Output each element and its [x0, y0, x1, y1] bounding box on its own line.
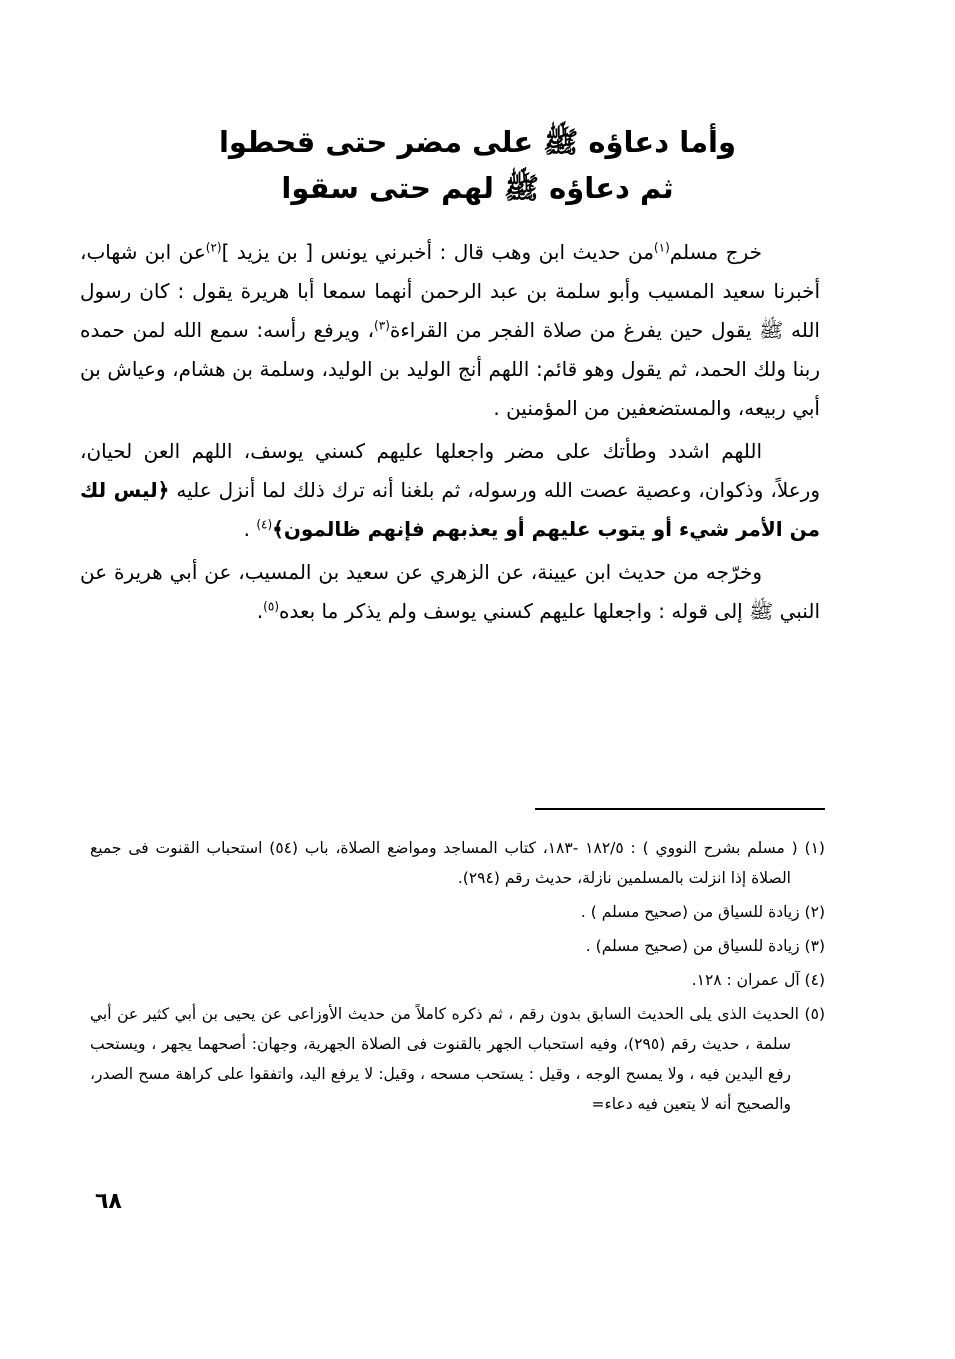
- footnote-ref-5: (٥): [263, 599, 279, 614]
- paragraph-2: [80, 432, 820, 549]
- paragraph-1-text-c: عن ابن شهاب، أخبرنا سعيد المسيب وأبو سلمة بن عبد الرحمن أنهما سمعا أبا هريرة يقول : كان رسول الله ﷺ يقول حين يفرغ من صلاة الفجر من القراءة: [80, 240, 820, 342]
- footnote-3: (٣) زيادة للسياق من (صحيح مسلم) .: [585, 937, 825, 955]
- footnote-ref-3: (٣): [374, 318, 390, 333]
- footnote-ref-4: (٤): [256, 517, 273, 532]
- quran-verse: ﴿ليس لك من الأمر شيء أو يتوب عليهم أو يعذبهم فإنهم ظالمون﴾: [80, 478, 820, 541]
- paragraph-2-text-a: اللهم اشدد وطأتك على مضر واجعلها عليهم كسني يوسف، اللهم العن لحيان، ورعلاً، وذكوان، وعصية عصت الله ورسوله، ثم بلغنا أنه ترك ذلك لما أنزل عليه: [80, 439, 821, 502]
- paragraph-2-text-b: .: [243, 517, 257, 541]
- footnote-separator: [535, 808, 825, 810]
- paragraph-3: [80, 553, 820, 631]
- footnote-ref-1: (١): [653, 240, 670, 255]
- paragraph-3-text-a: وخرّجه من حديث ابن عيينة، عن الزهري عن سعيد بن المسيب، عن أبي هريرة عن النبي ﷺ إلى قوله : واجعلها عليهم كسني يوسف ولم يذكر ما بعده: [80, 560, 820, 623]
- footnote-2: (٢) زيادة للسياق من (صحيح مسلم ) .: [580, 903, 825, 921]
- heading-line-1: وأما دعاؤه ﷺ على مضر حتى قحطوا: [218, 125, 737, 159]
- paragraph-1: [80, 233, 820, 428]
- main-text: [80, 233, 820, 631]
- footnote-4: (٤) آل عمران : ١٢٨.: [691, 971, 825, 989]
- paragraph-3-text-b: .: [256, 599, 264, 623]
- heading-line-2: ثم دعاؤه ﷺ لهم حتى سقوا: [281, 171, 674, 205]
- paragraph-1-text-a: خرج مسلم: [669, 240, 762, 264]
- page-number: ٦٨: [95, 1189, 122, 1214]
- footnote-ref-2: (٢): [205, 240, 222, 255]
- footnote-1: (١) ( مسلم بشرح النووي ) : ١٨٢/٥ -١٨٣، كتاب المساجد ومواضع الصلاة، باب (٥٤) استحباب القنوت فى جميع الصلاة إذا انزلت بالمسلمين نازلة، حديث رقم (٢٩٤).: [90, 839, 825, 887]
- footnotes: [90, 833, 825, 1123]
- paragraph-1-text-d: ، ويرفع رأسه: سمع الله لمن حمده ربنا ولك الحمد، ثم يقول وهو قائم: اللهم أنج الوليد بن الوليد، وسلمة بن هشام، وعياش بن أبي ربيعه، والمستضعفين من المؤمنين .: [80, 318, 820, 420]
- paragraph-1-text-b: من حديث ابن وهب قال : أخبرني يونس [ بن يزيد ]: [221, 240, 654, 264]
- footnote-5: (٥) الحديث الذى يلى الحديث السابق بدون رقم ، ثم ذكره كاملاً من حديث الأوزاعى عن يحيى بن أبي كثير عن أبي سلمة ، حديث رقم (٢٩٥)، وفيه استحباب الجهر بالقنوت فى الصلاة الجهرية، وجهان: أصحهما يجهر ، ويستحب رفع اليدين فيه ، ولا يمسح الوجه ، وقيل : يستحب مسحه ، وقيل: لا يرفع اليد، واتفقوا على كراهة مسح الصدر، والصحيح أنه لا يتعين فيه دعاء=: [90, 1005, 825, 1113]
